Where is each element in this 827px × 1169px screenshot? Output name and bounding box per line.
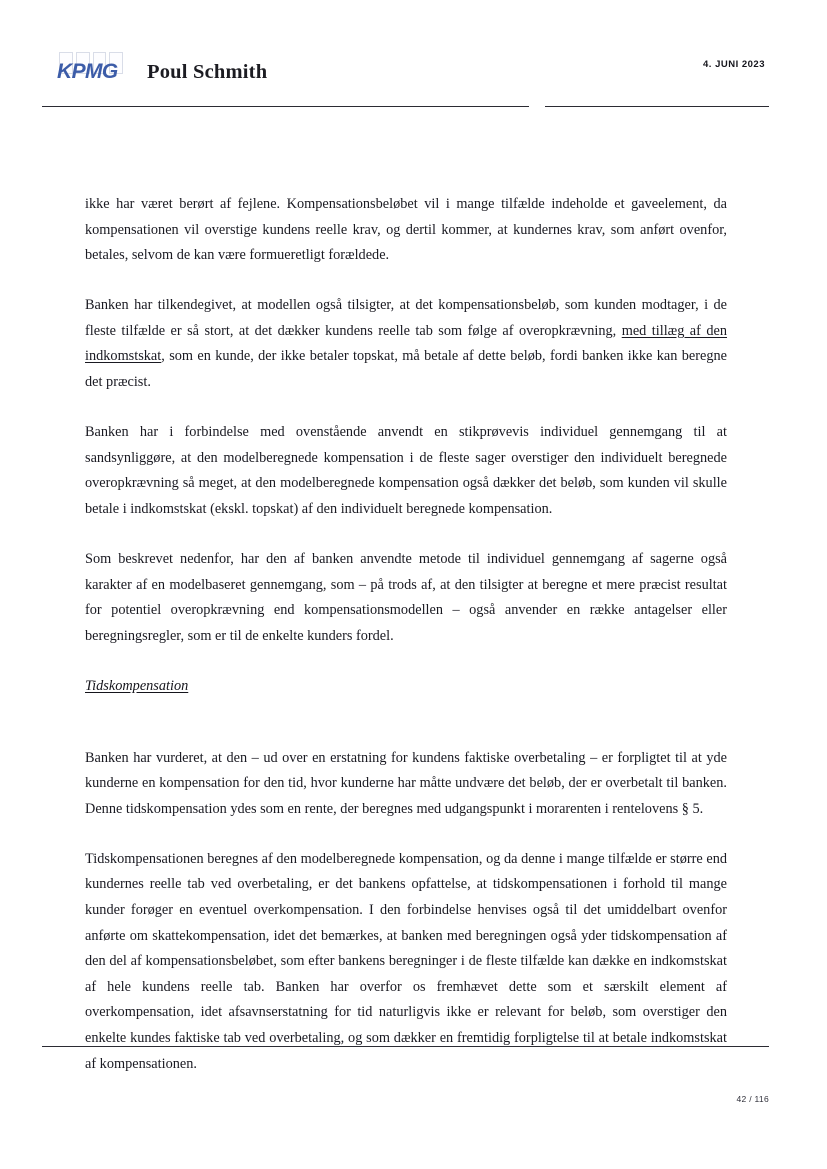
paragraph: Tidskompensationen beregnes af den modelberegnede kompensation, og da denne i mange tilfælde er større end kundernes reelle tab ved overbetaling, er det bankens opfattelse, at tidskompensationen i forhold til mange kunder forøger en eventuel overkompensation. I den forbindelse henvises også til det umiddelbart ovenfor anførte om skattekompensation, idet det bemærkes, at banken med beregningen også yder tidskompensation af den del af kompensationsbeløbet, som efter bankens beregninger i de fleste tilfælde kan dække en indkomstskat af hele kundens reelle tab. Banken har overfor os fremhævet dette som et særskilt element af overkompensation, idet afsavnserstatning for tid naturligvis ikke er relevant for beløb, som overstiger den enkelte kundes faktiske tab ved overbetaling, og som dækker en fremtidig forpligtelse til at betale indkomstskat af kompensationen. (85, 850, 727, 1072)
page-number: 42 / 116 (736, 1094, 769, 1104)
paragraph-text-after: , som en kunde, der ikke betaler topskat, må betale af dette beløb, fordi banken ikke kan beregne det præcist. (85, 348, 727, 391)
kpmg-logo-wordmark: KPMG (57, 60, 118, 83)
underlined-phrase: med tillæg af den indkomstskat (85, 322, 728, 365)
paragraph (85, 293, 727, 395)
document-body (85, 192, 727, 1077)
paragraph: Banken har i forbindelse med ovenstående anvendt en stikprøvevis individuel gennemgang til at sandsynliggøre, at den modelberegnede kompensation i de fleste sager overstiger den individuelt beregnede overopkrævning så meget, at den modelberegnede kompensation også dækker det beløb, som kunden vil skulle betale i indkomstskat (ekskl. topskat) af den individuelt beregnede kompensation. (85, 424, 727, 517)
paragraph: Som beskrevet nedenfor, har den af banken anvendte metode til individuel gennemgang af sagerne også karakter af en modelbaseret gennemgang, som – på trods af, at den tilsigter at beregne et mere præcist resultat for potentiel overopkrævning end kompensationsmodellen – også anvender en række antagelser eller beregningsregler, som er til de enkelte kunders fordel. (85, 551, 727, 644)
footer-rule (42, 1046, 769, 1047)
section-heading: Tidskompensation (85, 677, 189, 694)
paragraph: Banken har vurderet, at den – ud over en erstatning for kundens faktiske overbetaling – er forpligtet til at yde kunderne en kompensation for den tid, hvor kunderne har måtte undvære det beløb, der er overbetalt til banken. Denne tidskompensation ydes som en rente, der beregnes med udgangspunkt i morarenten i rentelovens § 5. (85, 749, 727, 817)
header-rule-left (42, 106, 529, 107)
page-header (0, 0, 827, 112)
kpmg-logo-icon (57, 52, 125, 86)
section-heading-wrapper (85, 674, 727, 723)
paragraph: ikke har været berørt af fejlene. Kompensationsbeløbet vil i mange tilfælde indeholde et gaveelement, da kompensationen vil overstige kundens reelle krav, og dertil kommer, at kundernes krav, som anført ovenfor, betales, selvom de kan være formueretligt forældede. (85, 196, 727, 264)
paragraph-text-before: Banken har tilkendegivet, at modellen også tilsigter, at det kompensationsbeløb, som kunden modtager, i de fleste tilfælde er så stort, at det dækker kundens reelle tab som følge af overopkrævning, (85, 297, 727, 339)
header-rule-right (545, 106, 769, 107)
firm-name: Poul Schmith (147, 61, 268, 83)
brand-block (57, 52, 267, 86)
document-date: 4. JUNI 2023 (703, 59, 765, 70)
